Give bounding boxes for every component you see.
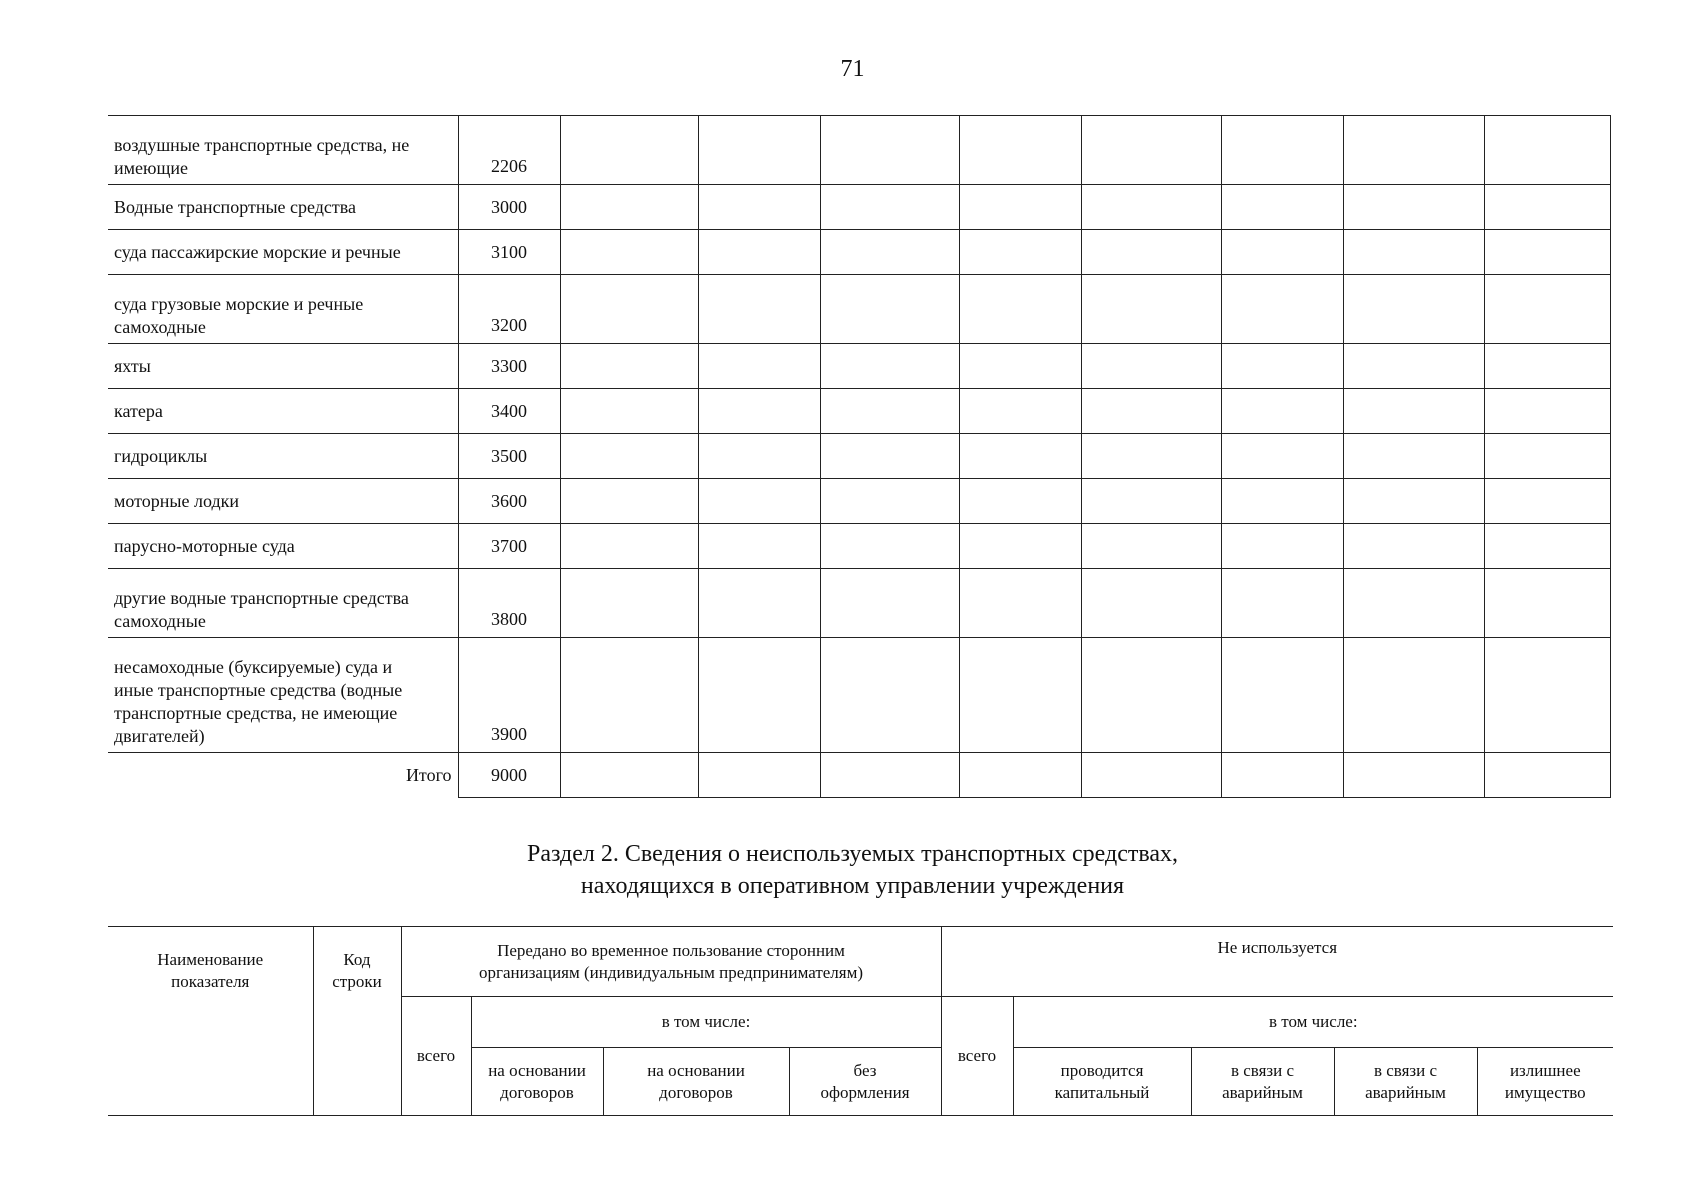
subcol-line: имущество	[1504, 1082, 1586, 1102]
col-name-line-1: Наименование	[157, 950, 264, 969]
value-cell	[560, 638, 698, 753]
row-name-line: моторные лодки	[114, 490, 239, 511]
col-code-header	[313, 927, 401, 1116]
value-cell	[1484, 116, 1610, 185]
value-cell	[959, 230, 1081, 275]
row-name-line: суда грузовые морские и речные	[114, 294, 364, 314]
row-name-line: несамоходные (буксируемые) суда и	[114, 657, 393, 677]
transferred-subcol-2	[603, 1048, 789, 1116]
row-name	[108, 524, 458, 569]
value-cell	[698, 344, 820, 389]
value-cell	[1484, 275, 1610, 344]
value-cell	[1343, 753, 1484, 798]
row-name-line: двигателей)	[114, 726, 205, 746]
unused-total-header: всего	[941, 997, 1013, 1116]
subcol-line: в связи с	[1230, 1060, 1295, 1080]
value-cell	[1081, 116, 1221, 185]
value-cell	[820, 479, 959, 524]
section-2-title-line-2: находящихся в оперативном управлении учреждения	[580, 873, 1125, 899]
row-name	[108, 569, 458, 638]
group-unused-header: Не используется	[941, 927, 1613, 997]
row-name-line: парусно-моторные суда	[114, 535, 295, 556]
row-code: 3900	[458, 638, 560, 753]
row-name	[108, 185, 458, 230]
value-cell	[1221, 344, 1343, 389]
page-number: 71	[840, 56, 865, 82]
subcol-line: договоров	[500, 1082, 574, 1102]
row-name-line: иные транспортные средства (водные	[114, 680, 403, 700]
value-cell	[560, 753, 698, 798]
value-cell	[1343, 230, 1484, 275]
subcol-line: оформления	[820, 1082, 910, 1102]
value-cell	[698, 389, 820, 434]
value-cell	[1081, 753, 1221, 798]
value-cell	[1484, 230, 1610, 275]
row-code: 3600	[458, 479, 560, 524]
table-row	[108, 344, 1610, 389]
subcol-line: без	[853, 1060, 877, 1080]
subcol-line: излишнее	[1509, 1060, 1581, 1080]
row-name-line: самоходные	[114, 317, 206, 337]
transferred-subcol-3	[789, 1048, 941, 1116]
value-cell	[959, 638, 1081, 753]
subcol-line: на основании	[647, 1060, 745, 1080]
value-cell	[698, 479, 820, 524]
section-2-title-line-1: Раздел 2. Сведения о неиспользуемых транспортных средствах,	[527, 841, 1178, 867]
row-name-line: яхты	[114, 355, 151, 376]
row-name	[108, 434, 458, 479]
value-cell	[959, 116, 1081, 185]
value-cell	[1221, 524, 1343, 569]
value-cell	[1484, 638, 1610, 753]
value-cell	[1081, 275, 1221, 344]
table-row	[108, 275, 1610, 344]
value-cell	[1081, 569, 1221, 638]
value-cell	[1221, 638, 1343, 753]
transport-table	[108, 115, 1611, 798]
table-row	[108, 479, 1610, 524]
value-cell	[820, 185, 959, 230]
value-cell	[1221, 116, 1343, 185]
subcol-line: проводится	[1060, 1060, 1144, 1080]
group-transferred-line-2: организациям (индивидуальным предпринимателям)	[479, 962, 864, 982]
row-code: 3700	[458, 524, 560, 569]
unused-subcol-3	[1334, 1048, 1477, 1116]
value-cell	[1343, 569, 1484, 638]
row-name	[108, 116, 458, 185]
value-cell	[560, 524, 698, 569]
value-cell	[959, 569, 1081, 638]
unused-transport-table	[108, 926, 1613, 1116]
unused-subcol-4	[1477, 1048, 1613, 1116]
subcol-line: капитальный	[1054, 1082, 1150, 1102]
row-name-line: имеющие	[114, 158, 188, 178]
row-code: 3500	[458, 434, 560, 479]
section-2-title	[0, 838, 1705, 902]
value-cell	[820, 638, 959, 753]
value-cell	[1221, 185, 1343, 230]
value-cell	[1343, 524, 1484, 569]
value-cell	[1081, 389, 1221, 434]
total-row	[108, 753, 1610, 798]
value-cell	[1221, 753, 1343, 798]
table-row	[108, 185, 1610, 230]
value-cell	[1484, 389, 1610, 434]
value-cell	[1343, 479, 1484, 524]
row-code: 3000	[458, 185, 560, 230]
value-cell	[560, 116, 698, 185]
value-cell	[1484, 479, 1610, 524]
table-row	[108, 569, 1610, 638]
value-cell	[698, 524, 820, 569]
value-cell	[560, 344, 698, 389]
value-cell	[698, 638, 820, 753]
value-cell	[1484, 753, 1610, 798]
subcol-line: на основании	[488, 1060, 586, 1080]
value-cell	[1221, 479, 1343, 524]
table-row	[108, 116, 1610, 185]
transferred-including-header: в том числе:	[471, 997, 941, 1048]
row-name	[108, 230, 458, 275]
row-code: 2206	[458, 116, 560, 185]
group-transferred-header	[401, 927, 941, 997]
value-cell	[1484, 344, 1610, 389]
value-cell	[698, 185, 820, 230]
value-cell	[1343, 344, 1484, 389]
value-cell	[959, 389, 1081, 434]
value-cell	[1081, 344, 1221, 389]
row-name	[108, 638, 458, 753]
table-row	[108, 524, 1610, 569]
value-cell	[820, 116, 959, 185]
row-name-line: самоходные	[114, 611, 206, 631]
value-cell	[1221, 434, 1343, 479]
col-code-line-1: Код	[343, 950, 371, 969]
value-cell	[1081, 185, 1221, 230]
value-cell	[959, 479, 1081, 524]
value-cell	[1081, 524, 1221, 569]
value-cell	[1221, 389, 1343, 434]
subcol-line: в связи с	[1373, 1060, 1438, 1080]
row-name-line: Водные транспортные средства	[114, 196, 357, 217]
subcol-line: аварийным	[1222, 1082, 1303, 1102]
subcol-line: договоров	[659, 1082, 733, 1102]
col-name-header	[108, 927, 313, 1116]
value-cell	[698, 116, 820, 185]
row-name-line: другие водные транспортные средства	[114, 588, 409, 608]
value-cell	[1221, 230, 1343, 275]
value-cell	[560, 185, 698, 230]
total-code: 9000	[458, 753, 560, 798]
unused-subcol-1	[1013, 1048, 1191, 1116]
table-row	[108, 230, 1610, 275]
value-cell	[820, 524, 959, 569]
value-cell	[820, 389, 959, 434]
value-cell	[1343, 185, 1484, 230]
table-row	[108, 389, 1610, 434]
value-cell	[820, 753, 959, 798]
row-code: 3800	[458, 569, 560, 638]
value-cell	[560, 434, 698, 479]
value-cell	[1343, 116, 1484, 185]
value-cell	[560, 230, 698, 275]
value-cell	[959, 344, 1081, 389]
value-cell	[698, 275, 820, 344]
value-cell	[1343, 434, 1484, 479]
row-name	[108, 389, 458, 434]
value-cell	[560, 389, 698, 434]
value-cell	[560, 479, 698, 524]
row-name-line: катера	[114, 400, 163, 421]
value-cell	[1221, 275, 1343, 344]
total-label: Итого	[108, 753, 458, 798]
value-cell	[820, 275, 959, 344]
row-code: 3100	[458, 230, 560, 275]
col-name-line-2: показателя	[171, 972, 250, 991]
value-cell	[560, 275, 698, 344]
row-code: 3200	[458, 275, 560, 344]
value-cell	[1343, 389, 1484, 434]
value-cell	[959, 434, 1081, 479]
transferred-total-header: всего	[401, 997, 471, 1116]
table-row	[108, 638, 1610, 753]
row-name-line: суда пассажирские морские и речные	[114, 241, 401, 262]
value-cell	[820, 569, 959, 638]
table-row	[108, 434, 1610, 479]
unused-subcol-2	[1191, 1048, 1334, 1116]
value-cell	[1343, 638, 1484, 753]
value-cell	[820, 344, 959, 389]
value-cell	[1081, 479, 1221, 524]
value-cell	[698, 753, 820, 798]
row-name-line: транспортные средства, не имеющие	[114, 703, 398, 723]
row-name	[108, 344, 458, 389]
value-cell	[1484, 569, 1610, 638]
row-name-line: воздушные транспортные средства, не	[114, 135, 410, 155]
row-code: 3400	[458, 389, 560, 434]
value-cell	[1221, 569, 1343, 638]
value-cell	[820, 434, 959, 479]
col-code-line-2: строки	[332, 972, 382, 991]
value-cell	[1081, 434, 1221, 479]
value-cell	[1484, 185, 1610, 230]
transferred-subcol-1	[471, 1048, 603, 1116]
value-cell	[1484, 434, 1610, 479]
row-name	[108, 479, 458, 524]
value-cell	[1081, 230, 1221, 275]
value-cell	[820, 230, 959, 275]
unused-including-header: в том числе:	[1013, 997, 1613, 1048]
value-cell	[959, 275, 1081, 344]
value-cell	[1343, 275, 1484, 344]
value-cell	[698, 230, 820, 275]
value-cell	[959, 524, 1081, 569]
value-cell	[698, 434, 820, 479]
value-cell	[698, 569, 820, 638]
row-name-line: гидроциклы	[114, 445, 208, 466]
subcol-line: аварийным	[1365, 1082, 1446, 1102]
group-transferred-line-1: Передано во временное пользование сторонним	[497, 940, 845, 960]
row-name	[108, 275, 458, 344]
value-cell	[959, 753, 1081, 798]
value-cell	[1081, 638, 1221, 753]
value-cell	[1484, 524, 1610, 569]
value-cell	[560, 569, 698, 638]
value-cell	[959, 185, 1081, 230]
row-code: 3300	[458, 344, 560, 389]
